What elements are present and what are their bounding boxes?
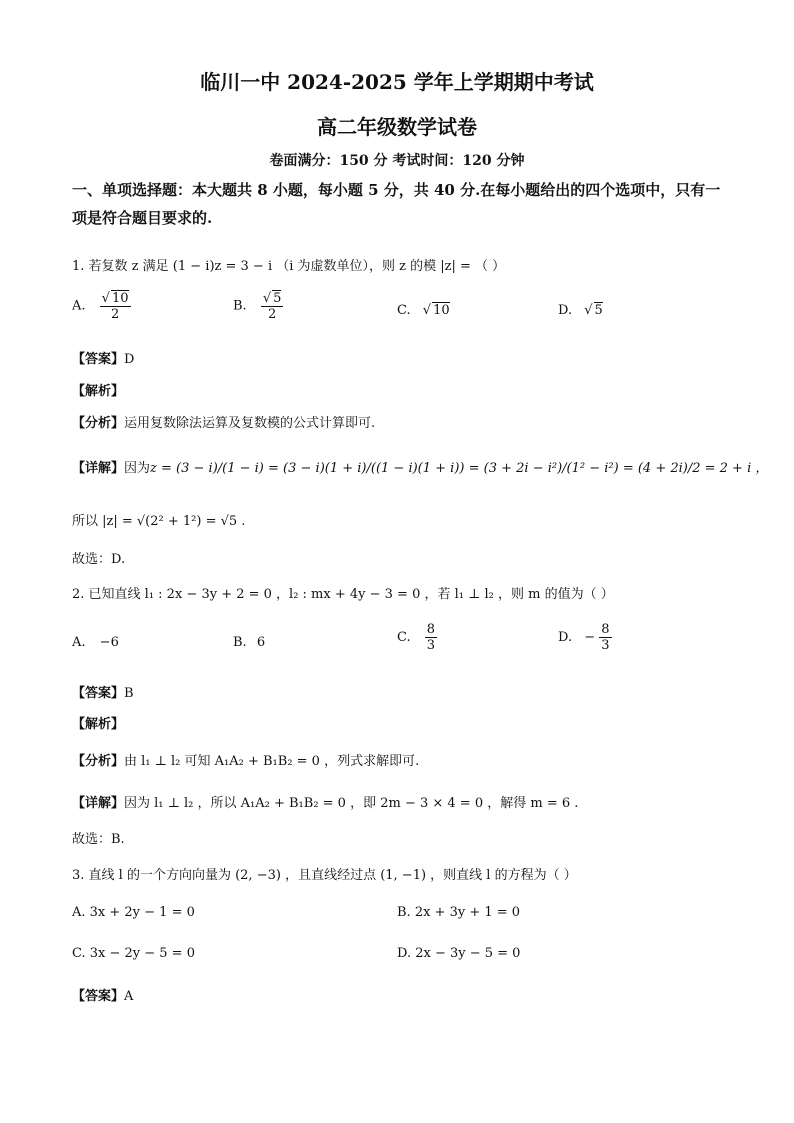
option-label: D.	[558, 630, 573, 645]
q1-detail-2: 所以 |z| = √(2² + 1²) = √5 .	[72, 514, 246, 529]
xiangjie-label: 【详解】	[72, 461, 125, 476]
option-value: −6	[99, 635, 119, 650]
option-denominator: 2	[267, 307, 277, 322]
detail-prefix: 因为	[124, 461, 151, 476]
option-numerator: 8	[426, 622, 436, 637]
exam-title: 临川一中 2024-2025 学年上学期期中考试	[200, 70, 594, 94]
q1-option-a: A. $\frac{√ 10}{2}$	[72, 291, 129, 322]
question-2-stem: 2. 已知直线 l₁ : 2x − 3y + 2 = 0 ，l₂ : mx + 4y − 3 = 0 ，若 l₁ ⊥ l₂ ，则 m 的值为（ ）	[72, 587, 614, 602]
q3-answer	[72, 985, 133, 1004]
q2-detail	[72, 792, 578, 811]
option-denominator: 3	[601, 638, 610, 653]
q1-detail	[72, 457, 768, 476]
q1-answer	[72, 348, 134, 367]
option-label: C.	[397, 303, 411, 318]
option-label: A.	[72, 635, 86, 650]
answer-value: A	[124, 989, 134, 1004]
q1-option-c: C. √ 10	[397, 303, 450, 318]
xiangjie-label: 【详解】	[72, 796, 125, 811]
q1-fenxi	[72, 412, 375, 431]
q1-conclusion: 故选：D.	[72, 552, 126, 567]
option-label: B.	[233, 298, 247, 314]
q2-answer	[72, 682, 134, 701]
fenxi-label: 【分析】	[72, 754, 125, 769]
detail-text: 因为 l₁ ⊥ l₂ ，所以 A₁A₂ + B₁B₂ = 0 ，即 2m − 3 × 4 = 0 ，解得 m = 6 .	[124, 796, 579, 811]
fenxi-text: 由 l₁ ⊥ l₂ 可知 A₁A₂ + B₁B₂ = 0 ，列式求解即可.	[124, 754, 420, 769]
q2-conclusion: 故选：B.	[72, 832, 125, 847]
q2-fenxi	[72, 750, 419, 769]
option-denominator: 2	[110, 307, 120, 322]
option-value: 10	[111, 291, 129, 306]
analysis-label: 【解析】	[72, 717, 125, 732]
exam-subtitle-grade: 高二年级数学试卷	[317, 115, 477, 139]
option-denominator: 3	[426, 638, 436, 653]
answer-label: 【答案】	[72, 352, 125, 367]
q2-option-d	[558, 622, 612, 653]
exam-meta: 卷面满分：150 分 考试时间：120 分钟	[269, 153, 525, 169]
q2-option-b	[233, 635, 265, 650]
option-sign: −	[584, 630, 596, 645]
q2-option-a	[72, 635, 119, 650]
option-label: C.	[397, 630, 411, 645]
fenxi-text: 运用复数除法运算及复数模的公式计算即可.	[124, 416, 376, 431]
option-value: 5	[594, 303, 603, 318]
option-value: 6	[256, 635, 266, 650]
option-numerator: 8	[601, 622, 610, 637]
analysis-label: 【解析】	[72, 384, 125, 399]
q1-option-d: D. √ 5	[558, 303, 603, 318]
q3-option-d: D. 2x − 3y − 5 = 0	[397, 946, 521, 961]
answer-value: D	[124, 352, 135, 367]
fenxi-label: 【分析】	[72, 416, 125, 431]
answer-label: 【答案】	[72, 686, 125, 701]
option-label: B.	[233, 635, 247, 650]
option-value: 10	[433, 303, 450, 318]
question-1-stem: 1. 若复数 z 满足 (1 − i)z = 3 − i （i 为虚数单位），则 z 的模 |z| = （ ）	[72, 259, 506, 274]
q3-option-c: C. 3x − 2y − 5 = 0	[72, 946, 195, 961]
question-3-stem: 3. 直线 l 的一个方向向量为 (2, −3) ，且直线经过点 (1, −1) ，则直线 l 的方程为（ ）	[72, 868, 577, 883]
option-value: 5	[273, 291, 282, 306]
q1-analysis-heading	[72, 380, 124, 399]
option-label: A.	[72, 298, 86, 314]
option-label: D.	[558, 303, 573, 318]
answer-label: 【答案】	[72, 989, 125, 1004]
q2-option-c	[397, 622, 437, 653]
q3-option-a: A. 3x + 2y − 1 = 0	[72, 905, 195, 920]
q2-analysis-heading	[72, 713, 124, 732]
section-heading: 一、单项选择题：本大题共 8 小题，每小题 5 分，共 40 分.在每小题给出的四个选项中，只有一项是符合题目要求的.	[72, 181, 721, 227]
q3-option-b: B. 2x + 3y + 1 = 0	[397, 905, 521, 920]
q1-option-b: B. $\frac{√ 5}{2}$	[233, 291, 282, 322]
answer-value: B	[124, 686, 134, 701]
detail-equation: z = (3 − i)/(1 − i) = (3 − i)(1 + i)/((1 − i)(1 + i)) = (3 + 2i − i²)/(1² − i²) = (4 + 2i)/2 = 2 + i ，	[150, 461, 769, 476]
